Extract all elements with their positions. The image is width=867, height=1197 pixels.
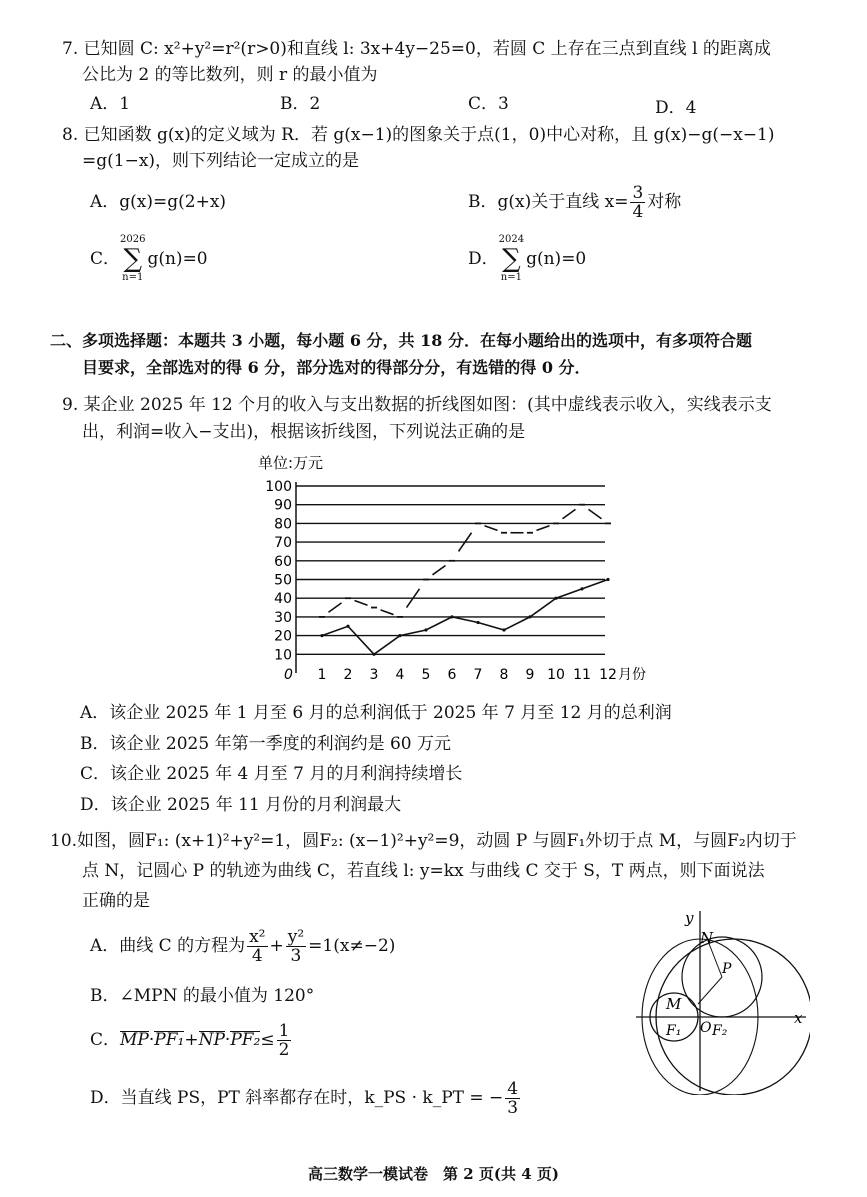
q7-stem-1: 已知圆 C: x²+y²=r²(r>0)和直线 l: 3x+4y−25=0，若圆 C 上存在三点到直线 l 的距离成: [83, 39, 771, 59]
chart-x-tick-label: 6: [447, 667, 457, 683]
q10-c-dot1: ·: [148, 1030, 155, 1050]
chart-unit-label: 单位:万元: [258, 454, 324, 472]
chart-x-tick-label: 12: [599, 667, 617, 683]
fig-label-x: x: [794, 1009, 803, 1027]
q9-option-d[interactable]: D．该企业 2025 年 11 月份的月利润最大: [80, 795, 402, 815]
q10-option-a[interactable]: [90, 928, 395, 965]
q10-a-d1: 4: [251, 946, 263, 966]
chart-point-expense: [554, 597, 557, 600]
q8-option-b[interactable]: [468, 184, 681, 221]
q7-number: 7.: [62, 39, 79, 59]
chart-y-tick-label: 20: [274, 628, 292, 645]
q7-line1: [62, 38, 771, 60]
fig-label-o: O: [700, 1020, 712, 1036]
chart-x-tick-label: 2: [343, 667, 353, 683]
q8-c-body: g(n)=0: [147, 249, 208, 269]
q10-c-den: 2: [278, 1040, 290, 1060]
q10-c-plus: +: [184, 1030, 199, 1050]
q10-c-num: 1: [278, 1021, 290, 1041]
income-expense-chart: [240, 450, 660, 690]
q8-option-a[interactable]: A．g(x)=g(2+x): [90, 192, 227, 212]
q10-a-text: A．曲线 C 的方程为: [90, 936, 246, 956]
chart-series: [319, 505, 611, 656]
chart-x-tick-label: 1: [317, 667, 327, 683]
page-footer: 高三数学一模试卷 第 2 页(共 4 页): [308, 1165, 559, 1183]
chart-point-expense: [398, 634, 401, 637]
fig-label-f1: F₁: [666, 1023, 682, 1039]
q8-option-c-label: C．: [90, 249, 121, 269]
q10-c-frac: [277, 1022, 292, 1059]
fig-label-n: N: [700, 929, 714, 947]
chart-income-dash: [433, 565, 446, 574]
chart-y-tick-label: 80: [274, 516, 292, 533]
q8-d-summation: 2024 ∑ n=1: [498, 234, 525, 283]
chart-x-axis-unit: 月份: [618, 667, 646, 683]
chart-x-ticks: [284, 667, 646, 683]
chart-point-expense: [502, 628, 505, 631]
q10-d-frac: [505, 1080, 520, 1117]
q10-line2: 点 N，记圆心 P 的轨迹为曲线 C，若直线 l: y=kx 与曲线 C 交于 S，T 两点，则下面说法: [82, 861, 765, 881]
q8-option-c[interactable]: [90, 234, 208, 284]
chart-grid: [296, 482, 605, 673]
q8-number: 8.: [62, 125, 79, 145]
q10-figure: [630, 905, 810, 1095]
q9-option-c[interactable]: C．该企业 2025 年 4 月至 7 月的月利润持续增长: [80, 764, 463, 784]
q7-line2: 公比为 2 的等比数列，则 r 的最小值为: [82, 65, 378, 85]
q10-a-n1: x²: [249, 927, 266, 947]
section2-line1: 二、多项选择题：本题共 3 小题，每小题 6 分，共 18 分．在每小题给出的选项中，有多项符合题: [50, 331, 752, 350]
q8-c-lower: n=1: [122, 272, 144, 283]
q8-stem-1: 已知函数 g(x)的定义域为 R．若 g(x−1)的图象关于点(1，0)中心对称，且 g(x)−g(−x−1): [83, 125, 775, 145]
q8-b-num: 3: [632, 183, 644, 203]
q8-line1: [62, 124, 775, 146]
q10-d-text: D．当直线 PS，PT 斜率都存在时，: [90, 1088, 365, 1108]
chart-x-tick-label: 9: [525, 667, 535, 683]
q8-c-upper: 2026: [120, 234, 146, 245]
q10-a-frac1: [247, 928, 267, 965]
q8-option-b-fraction: [630, 184, 645, 221]
q9-option-b[interactable]: B．该企业 2025 年第一季度的利润约是 60 万元: [80, 734, 452, 754]
chart-y-tick-label: 60: [274, 553, 292, 570]
chart-point-expense: [424, 628, 427, 631]
chart-point-expense: [528, 615, 531, 618]
q8-line2: =g(1−x)，则下列结论一定成立的是: [82, 151, 360, 171]
chart-x-tick-label: 10: [547, 667, 565, 683]
q10-a-n2: y²: [287, 927, 305, 947]
q10-a-post: =1(x≠−2): [308, 936, 396, 956]
q10-c-vec-pf1: PF₁: [154, 1030, 185, 1050]
chart-income-dash: [329, 603, 342, 612]
section2-line2: 目要求，全部选对的得 6 分，部分选对的得部分分，有选错的得 0 分．: [82, 358, 591, 377]
q10-a-plus: +: [269, 936, 284, 956]
q8-b-den: 4: [632, 202, 644, 222]
q7-option-d[interactable]: D．4: [655, 98, 697, 118]
q8-c-summation: 2026 ∑ n=1: [120, 234, 146, 283]
chart-income-dash: [485, 526, 498, 531]
chart-y-tick-label: 50: [274, 572, 292, 589]
chart-point-expense: [450, 615, 453, 618]
fig-segment-pm: [698, 977, 722, 1004]
q10-d-expr: k_PS · k_PT = −: [364, 1088, 504, 1108]
fig-label-f2: F₂: [712, 1023, 728, 1039]
chart-x-tick-label: 5: [421, 667, 431, 683]
q10-d-num: 4: [507, 1079, 519, 1099]
q10-c-dot2: ·: [224, 1030, 231, 1050]
chart-y-tick-label: 100: [265, 479, 292, 495]
q8-option-b-text: B．g(x)关于直线 x=: [468, 192, 629, 212]
chart-point-expense: [476, 621, 479, 624]
q9-option-a[interactable]: A．该企业 2025 年 1 月至 6 月的总利润低于 2025 年 7 月至 12 月的总利润: [80, 703, 672, 723]
chart-income-dash: [355, 601, 368, 606]
chart-x-tick-label: 4: [395, 667, 405, 683]
chart-y-tick-label: 30: [274, 609, 292, 626]
chart-income-dash: [381, 610, 394, 615]
chart-income-dash: [537, 526, 550, 531]
q8-option-d-label: D．: [468, 249, 499, 269]
chart-x-tick-label: 7: [473, 667, 483, 683]
q10-option-b[interactable]: B．∠MPN 的最小值为 120°: [90, 986, 315, 1006]
chart-point-expense: [346, 625, 349, 628]
chart-point-expense: [606, 578, 609, 581]
q10-c-le: ≤: [260, 1030, 275, 1050]
q8-d-lower: n=1: [500, 272, 522, 283]
chart-y-tick-label: 40: [274, 591, 292, 608]
q10-d-den: 3: [507, 1098, 519, 1118]
q10-c-vec-pf2: PF₂: [230, 1030, 261, 1050]
chart-x-tick-label: 8: [499, 667, 509, 683]
q8-option-b-post: 对称: [647, 192, 682, 212]
q10-a-d2: 3: [290, 946, 302, 966]
chart-y-tick-label: 10: [274, 647, 292, 664]
q8-d-upper: 2024: [498, 234, 525, 245]
chart-point-expense: [372, 653, 375, 656]
fig-label-y: y: [685, 909, 694, 927]
chart-point-expense: [320, 634, 323, 637]
q9-number: 9.: [62, 395, 79, 415]
q10-line3: 正确的是: [82, 891, 150, 911]
chart-y-tick-label: 70: [274, 535, 292, 552]
fig-label-m: M: [666, 995, 682, 1013]
q10-option-d[interactable]: [90, 1080, 522, 1117]
q9-line2: 出，利润=收入−支出)，根据该折线图，下列说法正确的是: [82, 422, 526, 442]
chart-x-tick-label: 11: [573, 667, 591, 683]
q10-c-vec-mp: MP: [120, 1030, 149, 1050]
q9-stem-1: 某企业 2025 年 12 个月的收入与支出数据的折线图如图：(其中虚线表示收入，实线表示支: [83, 395, 772, 415]
q10-number: 10.: [50, 831, 78, 851]
q7-option-c[interactable]: C．3: [468, 94, 509, 114]
q9-line1: [62, 394, 772, 416]
chart-income-dash: [589, 509, 602, 518]
chart-income-dash: [563, 509, 576, 518]
q7-option-a[interactable]: A．1: [90, 94, 131, 114]
q10-line1: [50, 830, 797, 852]
q10-stem-1: 如图，圆F₁: (x+1)²+y²=1，圆F₂: (x−1)²+y²=9，动圆 P 与圆F₁外切于点 M，与圆F₂内切于: [77, 831, 797, 851]
fig-label-p: P: [722, 961, 732, 977]
q10-option-c[interactable]: [90, 1022, 293, 1059]
q7-option-b[interactable]: B．2: [280, 94, 321, 114]
q10-c-label: C．: [90, 1030, 121, 1050]
chart-y-tick-label: 90: [274, 497, 292, 514]
q10-a-frac2: [286, 928, 306, 965]
chart-origin-label: 0: [284, 667, 293, 683]
chart-y-ticks: [265, 479, 292, 663]
q8-option-d[interactable]: [468, 234, 586, 284]
chart-point-expense: [580, 587, 583, 590]
q8-d-body: g(n)=0: [526, 249, 587, 269]
q10-c-vec-np: NP: [198, 1030, 225, 1050]
chart-x-tick-label: 3: [369, 667, 379, 683]
